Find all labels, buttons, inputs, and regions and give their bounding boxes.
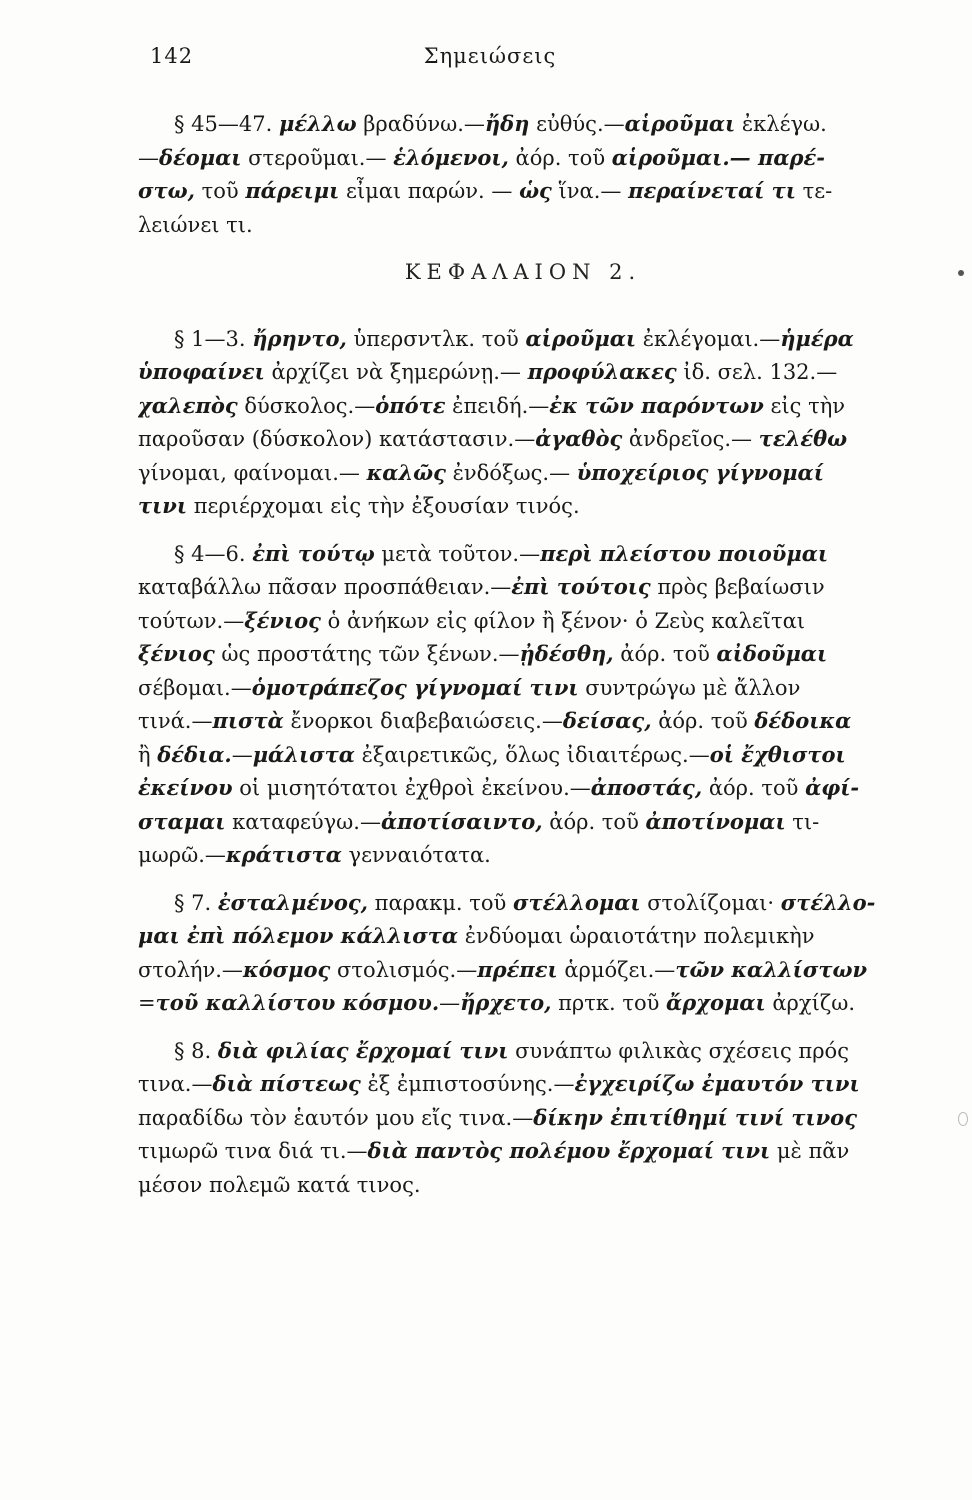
lemma: τοῦ καλλίστου κόσμου. bbox=[155, 990, 440, 1015]
gloss-text: ἐκλέγω. bbox=[735, 112, 827, 136]
page-header bbox=[150, 44, 830, 78]
lemma: ἀγαθὸς bbox=[535, 426, 623, 451]
gloss-text: § 1—3. bbox=[174, 326, 253, 351]
text-line bbox=[138, 989, 908, 1017]
gloss-text: ἀνδρεῖος.— bbox=[622, 427, 759, 451]
gloss-text: συντρώγω μὲ ἄλλον bbox=[578, 675, 801, 700]
lemma: ἐσταλμένος, bbox=[217, 889, 368, 915]
lemma: ὁπότε bbox=[375, 392, 446, 418]
gloss-text: ἀόρ. τοῦ bbox=[651, 709, 755, 733]
paragraph-gap bbox=[138, 526, 908, 540]
lemma: ξένιος bbox=[138, 641, 215, 666]
text-line bbox=[138, 774, 908, 802]
text-line bbox=[138, 459, 908, 487]
lemma: τινι bbox=[138, 493, 188, 518]
lemma: ξένιος bbox=[244, 607, 321, 633]
gloss-text: τε- bbox=[795, 179, 833, 203]
lemma: κόσμος bbox=[242, 956, 331, 982]
gloss-text: τινά.— bbox=[138, 709, 213, 733]
gloss-text: ἰδ. σελ. 132.— bbox=[676, 360, 838, 384]
gloss-text: — bbox=[439, 991, 461, 1015]
lemma: ἀποτίνομαι bbox=[645, 808, 786, 834]
gloss-text: μωρῶ.— bbox=[138, 843, 226, 867]
text-line bbox=[138, 110, 908, 138]
gloss-text: σέβομαι.— bbox=[138, 675, 252, 700]
lemma: οἱ ἔχθιστοι bbox=[709, 741, 846, 767]
gloss-text: ὁ ἀνήκων εἰς φίλον ἢ ξένον· ὁ Ζεὺς καλεῖται bbox=[320, 608, 806, 633]
lemma: μέλλω bbox=[278, 111, 357, 136]
running-head: Σημειώσεις bbox=[423, 44, 557, 68]
gloss-text: ἵνα.— bbox=[551, 179, 629, 203]
lemma: στέλλομαι bbox=[512, 889, 641, 915]
gloss-text: ἐκλέγομαι.— bbox=[636, 326, 781, 351]
gloss-text: ἀόρ. τοῦ bbox=[542, 809, 646, 834]
text-line bbox=[138, 573, 908, 601]
gloss-text: — bbox=[231, 742, 253, 767]
text-line bbox=[138, 607, 908, 635]
text-line bbox=[138, 540, 908, 568]
gloss-text: ἀρχίζει νὰ ξημερώνῃ.— bbox=[264, 360, 528, 384]
lemma: ᾐδέσθη, bbox=[519, 641, 614, 666]
lemma: ἐπὶ τούτοις bbox=[511, 574, 651, 599]
gloss-text: — bbox=[138, 145, 159, 170]
gloss-text: ἐνδόξως.— bbox=[445, 460, 577, 485]
page-body bbox=[138, 110, 908, 1204]
gloss-text: περιέρχομαι εἰς τὴν ἐξουσίαν τινός. bbox=[187, 494, 580, 518]
gloss-text: παρακμ. τοῦ bbox=[367, 890, 513, 915]
gloss-text: ἁρμόζει.— bbox=[557, 957, 676, 982]
lemma: ὑποφαίνει bbox=[138, 359, 265, 384]
gloss-text: εἰς τὴν bbox=[763, 393, 846, 418]
text-line bbox=[138, 1137, 908, 1165]
lemma: ὡς bbox=[519, 178, 552, 203]
paragraph-gap bbox=[138, 875, 908, 889]
lemma: ἀποστάς, bbox=[590, 775, 703, 800]
gloss-text: βραδύνω.— bbox=[356, 112, 485, 136]
gloss-text: ὡς προστάτης τῶν ξένων.— bbox=[214, 642, 520, 666]
gloss-text: ἀόρ. τοῦ bbox=[508, 145, 612, 170]
lemma: μάλιστα bbox=[252, 741, 355, 767]
text-line bbox=[138, 1070, 908, 1098]
gloss-text: § 7. bbox=[174, 890, 218, 915]
paragraph bbox=[138, 889, 908, 1018]
gloss-text: ἐπειδή.— bbox=[445, 393, 550, 418]
lemma: ἤρχετο, bbox=[460, 990, 552, 1015]
gloss-text: μὲ πᾶν bbox=[770, 1139, 850, 1163]
lemma: περὶ πλείστου ποιοῦμαι bbox=[540, 540, 829, 566]
gloss-text: συνάπτω φιλικὰς σχέσεις πρός bbox=[508, 1038, 849, 1063]
text-line bbox=[138, 640, 908, 668]
gloss-text: § 4—6. bbox=[174, 541, 253, 566]
gloss-text: ἐνδύομαι ὡραιοτάτην πολεμικὴν bbox=[458, 924, 815, 948]
text-line bbox=[138, 841, 908, 869]
lemma: τῶν καλλίστων bbox=[675, 956, 868, 982]
lemma: δέομαι bbox=[159, 144, 242, 170]
text-line bbox=[138, 889, 908, 917]
gloss-text: τιμωρῶ τινα διά τι.— bbox=[138, 1139, 368, 1163]
gloss-text: ἀόρ. τοῦ bbox=[613, 642, 717, 666]
text-line bbox=[138, 144, 908, 172]
text-line bbox=[138, 392, 908, 420]
text-line bbox=[138, 492, 908, 520]
gloss-text: = bbox=[138, 991, 156, 1015]
lemma: ἐκ τῶν παρόντων bbox=[549, 392, 764, 418]
gloss-text: μέσον πολεμῶ κατά τινος. bbox=[138, 1172, 421, 1197]
gloss-text: ὑπερσντλκ. τοῦ bbox=[346, 326, 526, 351]
gloss-text: γενναιότατα. bbox=[341, 843, 491, 867]
gloss-text: ἐξαιρετικῶς, ὅλως ἰδιαιτέρως.— bbox=[354, 742, 710, 767]
page-number: 142 bbox=[150, 44, 194, 68]
gloss-text: στολισμός.— bbox=[330, 957, 478, 982]
lemma: δέδοικα bbox=[754, 708, 852, 733]
text-line bbox=[138, 358, 908, 386]
text-line bbox=[138, 1171, 908, 1199]
gloss-text: γίνομαι, φαίνομαι.— bbox=[138, 460, 367, 485]
lemma: ὑποχείριος γίγνομαί bbox=[576, 459, 824, 485]
text-line bbox=[138, 707, 908, 735]
paragraph-gap bbox=[138, 1023, 908, 1037]
gloss-text: ἀόρ. τοῦ bbox=[702, 776, 806, 800]
gloss-text: οἱ μισητότατοι ἐχθροὶ ἐκείνου.— bbox=[232, 776, 591, 800]
lemma: πιστὰ bbox=[212, 708, 284, 733]
gloss-text: ἀρχίζω. bbox=[765, 991, 856, 1015]
lemma: δέδια. bbox=[157, 741, 232, 767]
text-line bbox=[138, 177, 908, 205]
gloss-text: στολίζομαι· bbox=[640, 890, 781, 915]
lemma: πάρειμι bbox=[245, 178, 340, 203]
lemma: στω, bbox=[138, 178, 195, 203]
paragraph bbox=[138, 540, 908, 870]
gloss-text: ἢ bbox=[138, 742, 158, 767]
gloss-text: § 45—47. bbox=[174, 112, 279, 136]
lemma: διὰ παντὸς πολέμου ἔρχομαί τινι bbox=[367, 1138, 771, 1163]
gloss-text: στεροῦμαι.— bbox=[241, 145, 394, 170]
lemma: πρέπει bbox=[477, 956, 558, 982]
gloss-text: ἐξ ἐμπιστοσύνης.— bbox=[360, 1072, 575, 1096]
lemma: περαίνεταί τι bbox=[628, 178, 796, 203]
text-line bbox=[138, 1104, 908, 1132]
gloss-text: εὐθύς.— bbox=[529, 112, 625, 136]
gloss-text: τινα.— bbox=[138, 1072, 213, 1096]
gloss-text: εἶμαι παρών. — bbox=[339, 179, 520, 203]
text-line bbox=[138, 325, 908, 353]
gloss-text: πρτκ. τοῦ bbox=[551, 991, 667, 1015]
gloss-text: μετὰ τοῦτον.— bbox=[374, 541, 541, 566]
lemma: ἀποτίσαιντο, bbox=[380, 808, 543, 834]
lemma: διὰ φιλίας ἔρχομαί τινι bbox=[217, 1037, 509, 1063]
lemma: ἐκείνου bbox=[138, 775, 233, 800]
lemma: χαλεπὸς bbox=[138, 392, 238, 418]
paragraph bbox=[138, 1037, 908, 1199]
lemma: κράτιστα bbox=[225, 842, 342, 867]
gloss-text: § 8. bbox=[174, 1038, 218, 1063]
lemma: αἰδοῦμαι bbox=[716, 641, 828, 666]
lemma: αἱροῦμαι.— παρέ- bbox=[611, 144, 825, 170]
gloss-text: ἔνορκοι διαβεβαιώσεις.— bbox=[283, 709, 563, 733]
text-line bbox=[138, 741, 908, 769]
text-line bbox=[138, 425, 908, 453]
gloss-text: τι- bbox=[785, 809, 820, 834]
text-line bbox=[138, 211, 908, 239]
lemma: διὰ πίστεως bbox=[212, 1071, 361, 1096]
lemma: σταμαι bbox=[138, 808, 226, 834]
lemma: δείσας, bbox=[562, 708, 652, 733]
text-line bbox=[138, 1037, 908, 1065]
text-line bbox=[138, 922, 908, 950]
ink-mark bbox=[958, 1112, 968, 1126]
lemma: προφύλακες bbox=[527, 359, 677, 384]
lemma: αἱροῦμαι bbox=[624, 111, 736, 136]
lemma: στέλλο- bbox=[780, 889, 876, 915]
gloss-text: πρὸς βεβαίωσιν bbox=[650, 575, 825, 599]
gloss-text: καταβάλλω πᾶσαν προσπάθειαν.— bbox=[138, 575, 512, 599]
lemma: μαι ἐπὶ πόλεμον κάλλιστα bbox=[138, 923, 459, 948]
text-line bbox=[138, 808, 908, 836]
gloss-text: παροῦσαν (δύσκολον) κατάστασιν.— bbox=[138, 427, 536, 451]
text-line bbox=[138, 956, 908, 984]
text-line bbox=[138, 674, 908, 702]
gloss-text: καταφεύγω.— bbox=[225, 809, 381, 834]
lemma: δίκην ἐπιτίθημί τινί τινος bbox=[533, 1104, 857, 1130]
chapter-title: ΚΕΦΑΛΑΙΟΝ 2. bbox=[404, 259, 642, 284]
gloss-text: λειώνει τι. bbox=[138, 212, 253, 237]
lemma: ἤρηντο, bbox=[252, 325, 347, 351]
gloss-text: τοῦ bbox=[194, 179, 246, 203]
ink-speck bbox=[958, 270, 964, 276]
gloss-text: στολήν.— bbox=[138, 957, 243, 982]
lemma: ἑλόμενοι, bbox=[393, 144, 509, 170]
lemma: ὁμοτράπεζος γίγνομαί τινι bbox=[251, 674, 579, 700]
lemma: τελέθω bbox=[758, 426, 848, 451]
lemma: καλῶς bbox=[366, 459, 446, 485]
lemma: ἡμέρα bbox=[780, 325, 854, 351]
lemma: ἀφί- bbox=[805, 775, 860, 800]
lemma: ἤδη bbox=[484, 111, 530, 136]
lemma: ἄρχομαι bbox=[666, 990, 766, 1015]
paragraph bbox=[138, 325, 908, 521]
paragraph bbox=[138, 110, 908, 239]
gloss-text: παραδίδω τὸν ἑαυτόν μου εἴς τινα.— bbox=[138, 1105, 534, 1130]
gloss-text: δύσκολος.— bbox=[237, 393, 376, 418]
lemma: αἱροῦμαι bbox=[525, 325, 637, 351]
lemma: ἐγχειρίζω ἐμαυτόν τινι bbox=[574, 1071, 860, 1096]
lemma: ἐπὶ τούτῳ bbox=[252, 540, 375, 566]
gloss-text: τούτων.— bbox=[138, 608, 245, 633]
